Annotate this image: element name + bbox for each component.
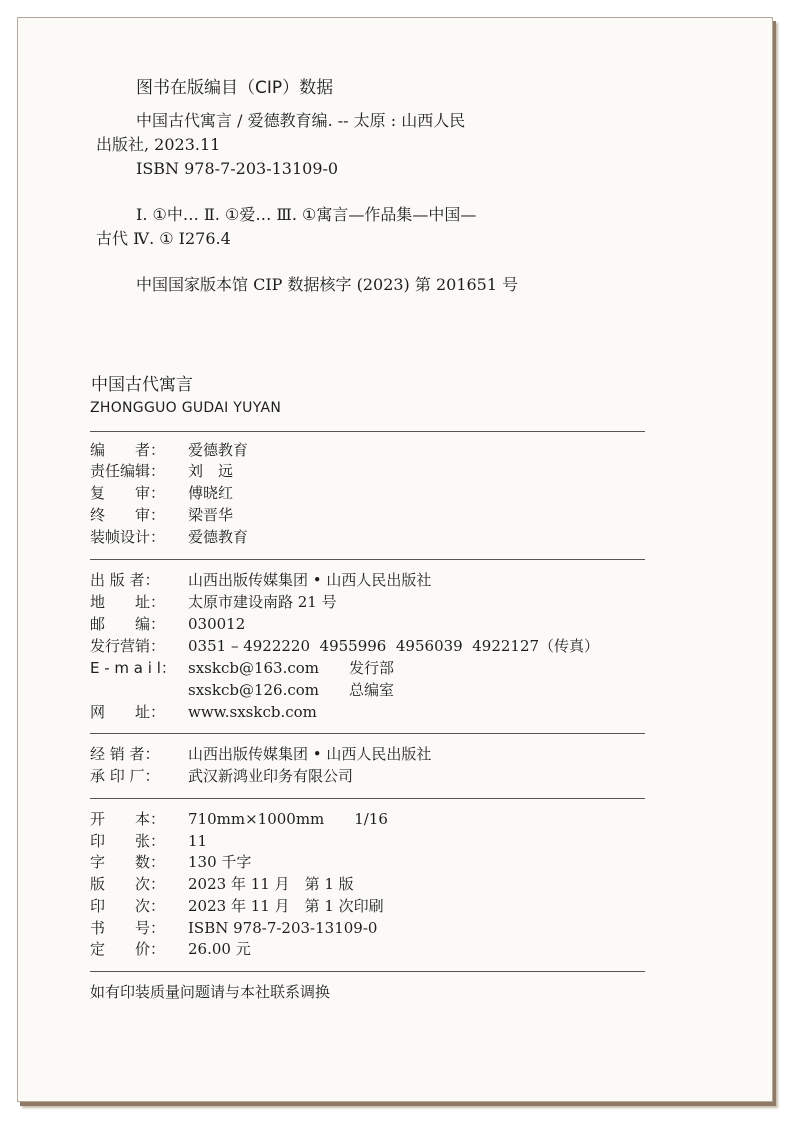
format-value: 710mm×1000mm 1/16	[188, 810, 388, 828]
divider	[90, 431, 645, 432]
credit-label: 编 者：	[90, 441, 166, 459]
cip-line-1: 中国古代寓言 / 爱德教育编. -- 太原 : 山西人民	[136, 111, 466, 130]
credit-value: 爱德教育	[188, 441, 249, 459]
divider	[90, 733, 645, 734]
wordcount-label: 字 数：	[90, 853, 166, 871]
credit-label: 终 审：	[90, 506, 166, 524]
email-value: sxskcb@126.com 总编室	[188, 681, 395, 699]
credit-value: 刘 远	[188, 462, 234, 480]
wordcount-value: 130 千字	[188, 853, 252, 871]
divider	[90, 559, 645, 560]
book-title-pinyin: ZHONGGUO GUDAI YUYAN	[90, 400, 282, 416]
price-value: 26.00 元	[188, 940, 251, 958]
printing-value: 2023 年 11 月 第 1 次印刷	[188, 897, 384, 915]
sheets-label: 印 张：	[90, 832, 166, 850]
cip-line-5: 古代 Ⅳ. ① I276.4	[96, 229, 231, 248]
isbn-label: 书 号：	[90, 919, 166, 937]
distributor-label: 经 销 者：	[90, 745, 160, 763]
address-label: 地 址：	[90, 593, 166, 611]
cip-isbn: ISBN 978-7-203-13109-0	[136, 159, 339, 178]
credit-label: 责任编辑：	[90, 462, 166, 480]
postcode-value: 030012	[188, 615, 246, 633]
sales-phone-value: 0351 – 4922220 4955996 4956039 4922127（传真）	[188, 637, 600, 655]
cip-heading: 图书在版编目（CIP）数据	[136, 78, 334, 98]
credit-value: 爱德教育	[188, 528, 249, 546]
cip-line-4: Ⅰ. ①中… Ⅱ. ①爱… Ⅲ. ①寓言—作品集—中国—	[136, 205, 477, 224]
divider	[90, 971, 645, 972]
format-label: 开 本：	[90, 810, 166, 828]
credit-label: 复 审：	[90, 484, 166, 502]
edition-value: 2023 年 11 月 第 1 版	[188, 875, 354, 893]
email-label: E - m a i l：	[90, 659, 176, 677]
credit-label: 装帧设计：	[90, 528, 166, 546]
address-value: 太原市建设南路 21 号	[188, 593, 337, 611]
publisher-value: 山西出版传媒集团 • 山西人民出版社	[188, 571, 432, 589]
cip-verification: 中国国家版本馆 CIP 数据核字 (2023) 第 201651 号	[136, 275, 519, 294]
printer-label: 承 印 厂：	[90, 767, 160, 785]
quality-notice: 如有印装质量问题请与本社联系调换	[90, 983, 331, 1001]
distributor-value: 山西出版传媒集团 • 山西人民出版社	[188, 745, 432, 763]
divider	[90, 798, 645, 799]
sales-label: 发行营销：	[90, 637, 166, 655]
website-value: www.sxskcb.com	[188, 703, 317, 721]
price-label: 定 价：	[90, 940, 166, 958]
copyright-page	[17, 17, 773, 1102]
isbn-value: ISBN 978-7-203-13109-0	[188, 919, 378, 937]
credit-value: 梁晋华	[188, 506, 234, 524]
email-value: sxskcb@163.com 发行部	[188, 659, 395, 677]
edition-label: 版 次：	[90, 875, 166, 893]
credit-value: 傅晓红	[188, 484, 234, 502]
publisher-label: 出 版 者：	[90, 571, 160, 589]
sheets-value: 11	[188, 832, 208, 850]
postcode-label: 邮 编：	[90, 615, 166, 633]
book-title-cn: 中国古代寓言	[91, 375, 193, 395]
website-label: 网 址：	[90, 703, 166, 721]
printer-value: 武汉新鸿业印务有限公司	[188, 767, 354, 785]
printing-label: 印 次：	[90, 897, 166, 915]
cip-line-2: 出版社, 2023.11	[96, 135, 221, 154]
